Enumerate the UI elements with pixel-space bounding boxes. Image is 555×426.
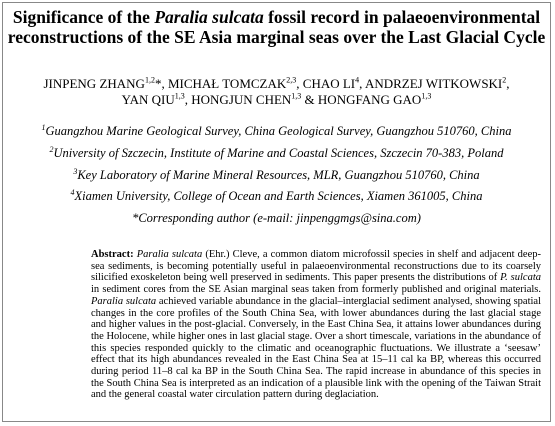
author-name: CHAO LI [302, 76, 356, 91]
author-affiliation-marker: 1,3 [421, 91, 432, 101]
abstract-label: Abstract: [91, 249, 134, 260]
paper-title: Significance of the Paralia sulcata fossil record in palaeoenvironmental reconstructions of the SE Asia marginal seas over the Last Glacial Cycle [7, 7, 546, 47]
corresponding-author: *Corresponding author (e-mail: jinpenggmgs@sina.com) [132, 211, 421, 225]
author-line-1: JINPENG ZHANG$^{1,2}$*, MICHAŁ TOMCZAK$^{2,3}$, CHAO $LI^4$, ANDRZEJ WITKOWSKI$^2$, [43, 75, 510, 91]
author-list [3, 76, 550, 108]
paper-page [2, 2, 551, 422]
author-name: MICHAŁ TOMCZAK [167, 76, 287, 91]
affiliation-1: $^1$Guangzhou Marine Geological Survey, China Geological Survey, Guangzhou 510760, China [41, 122, 512, 138]
author-name: ANDRZEJ WITKOWSKI [364, 76, 503, 91]
title-species: Paralia sulcata [154, 7, 264, 27]
author-affiliation-marker: 2,3 [286, 75, 297, 85]
author-line-2: YAN QIU$^{1,3}$, HONGJUN CHEN$^{1,3}$ & HONGFANG GAO$^{1,3}$ [121, 91, 432, 107]
author-affiliation-marker: 1,3 [291, 91, 302, 101]
author-affiliation-marker: 4 [355, 75, 360, 85]
author-affiliation-marker: 1,3 [174, 91, 185, 101]
author-name: HONGJUN CHEN [191, 92, 292, 107]
affiliation-3: $^3$Key Laboratory of Marine Mineral Resources, MLR, Guangzhou 510760, China [73, 166, 480, 182]
affiliation-4: $^4$Xiamen University, College of Ocean and Earth Sciences, Xiamen 361005, China [70, 187, 483, 203]
abstract: Abstract: Paralia sulcata (Ehr.) Cleve, a common diatom microfossil species in shelf and adjacent deep-sea sediments, is becoming potentially useful in palaeoenvironmental reconstructions due to its coarsely silicified exoskeleton being well preserved in sediments. This paper presents the distributions of P. sulcata in sediment cores from the SE Asian marginal seas taken from formerly published and original materials. Paralia sulcata achieved variable abundance in the glacial–interglacial sediment analysed, showing spatial changes in the core profiles of the South China Sea, with lower abundances during the last glacial stage and higher values in the post-glacial. Conversely, in the East China Sea, it attains lower abundances during the Holocene, while higher ones in last glacial stage. Over a short timescale, variations in the abundance of this species responded quickly to the climatic and oceanographic fluctuations. We illustrate a ‘seesaw’ effect that its high abundances revealed in the East China Sea at 15–11 cal ka BP, whereas this occurred during period 11–8 cal ka BP in the South China Sea. The rapid increase in abundance of this species in the South China Sea is interpreted as an indication of a plausible link with the opening of the Taiwan Strait and the general coastal water circulation pattern during deglaciation. [91, 249, 541, 401]
author-name: HONGFANG GAO [317, 92, 422, 107]
author-affiliation-marker: 1,2 [144, 75, 155, 85]
affiliation-2: $^2$University of Szczecin, Institute of Marine and Coastal Sciences, Szczecin 70-383, Poland [49, 144, 504, 160]
author-affiliation-marker: 2 [502, 75, 507, 85]
author-name: JINPENG ZHANG [43, 76, 145, 91]
author-name: YAN QIU [121, 92, 175, 107]
